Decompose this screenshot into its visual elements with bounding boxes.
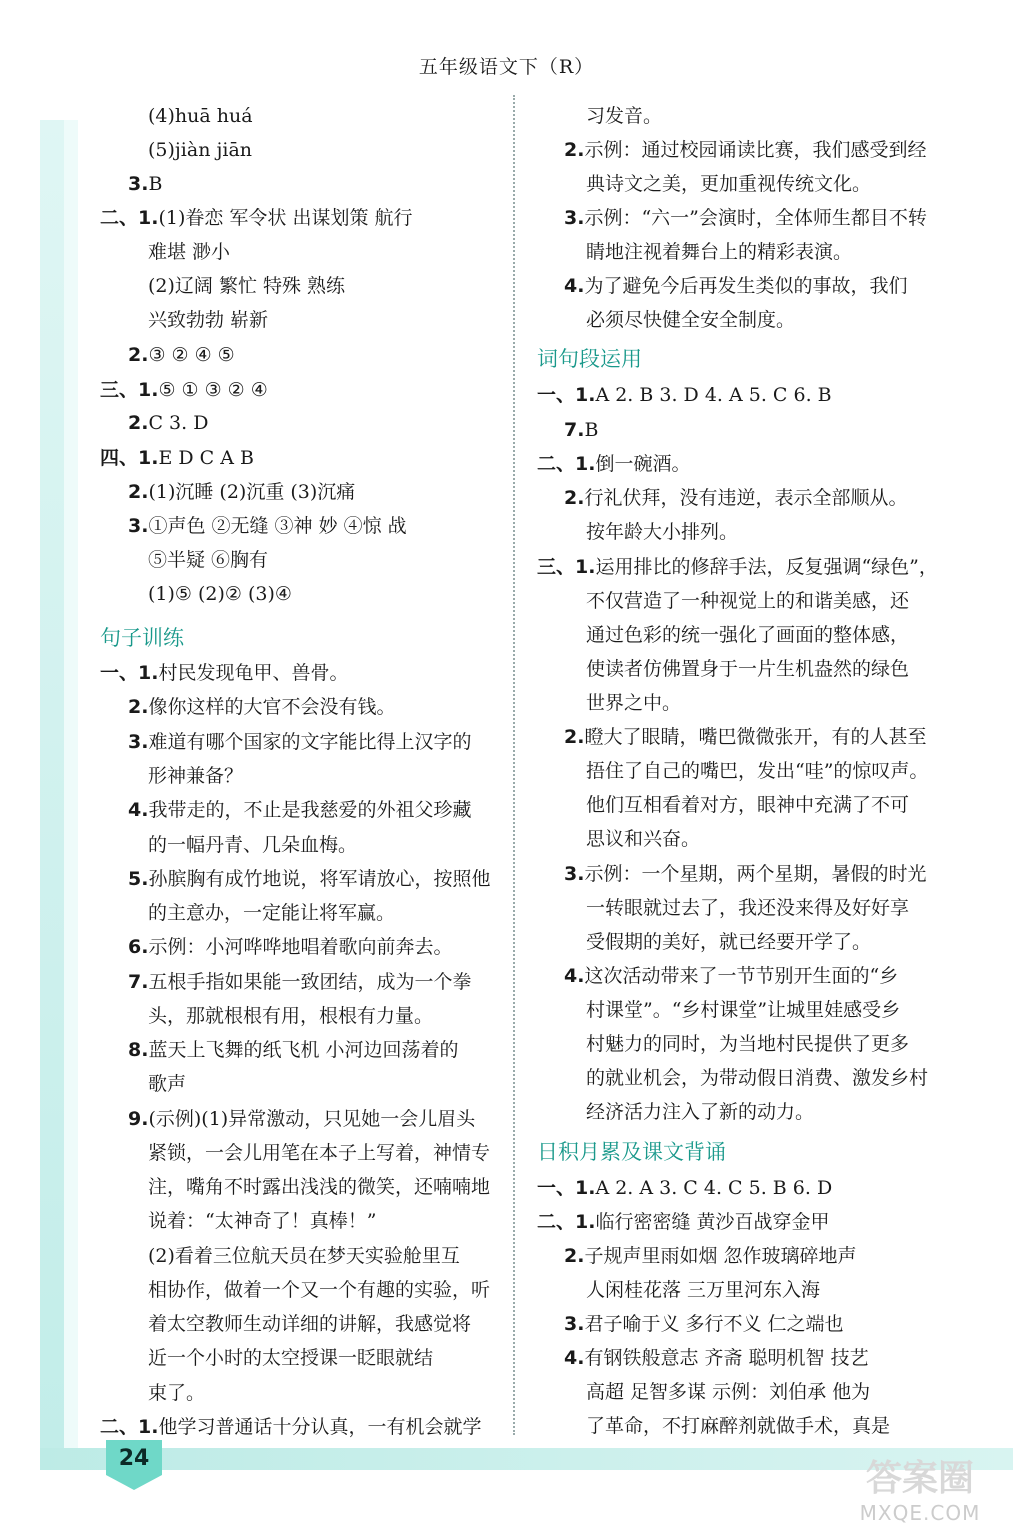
answer-text: 睛地注视着舞台上的精彩表演。 <box>586 241 853 263</box>
right-answer-line <box>564 1345 869 1371</box>
answer-text: 为了避免今后再发生类似的事故，我们 <box>584 275 908 297</box>
right-answer-line <box>564 137 926 163</box>
answer-text: 注，嘴角不时露出浅浅的微笑，还喃喃地 <box>148 1176 491 1198</box>
left-answer-line <box>128 410 208 436</box>
left-answer-line <box>148 1174 490 1200</box>
question-number: 三、1. <box>100 379 159 401</box>
right-answer-line <box>586 929 871 955</box>
right-answer-line <box>537 382 832 408</box>
right-answer-line <box>586 1065 928 1091</box>
left-answer-line <box>128 479 355 505</box>
answer-text: 瞪大了眼睛，嘴巴微微张开，有的人甚至 <box>584 726 927 748</box>
right-answer-line <box>586 656 909 682</box>
answer-text: (1)⑤ (2)② (3)④ <box>148 583 292 605</box>
left-answer-line <box>148 1003 433 1029</box>
right-answer-line <box>537 1209 830 1235</box>
right-answer-line <box>564 1311 844 1337</box>
question-number: 一、1. <box>537 384 596 406</box>
answer-text: 运用排比的修辞手法，反复强调“绿色”， <box>595 556 938 578</box>
right-answer-line <box>586 1277 820 1303</box>
question-number: 3. <box>128 515 149 537</box>
answer-text: 五根手指如果能一致团结，成为一个拳 <box>148 971 472 993</box>
right-answer-line <box>586 239 852 265</box>
right-answer-line <box>586 792 909 818</box>
right-answer-line <box>537 1175 832 1201</box>
question-number: 7. <box>564 419 585 441</box>
right-answer-line <box>586 1413 890 1439</box>
left-answer-line <box>148 273 345 299</box>
question-number: 4. <box>564 1347 585 1369</box>
answer-text: 思议和兴奋。 <box>586 828 701 850</box>
question-number: 三、1. <box>537 556 596 578</box>
answer-text: 着太空教师生动详细的讲解，我感觉将 <box>148 1313 472 1335</box>
right-answer-line <box>564 963 898 989</box>
left-answer-line <box>148 1345 433 1371</box>
question-number: 4. <box>564 275 585 297</box>
left-answer-line <box>148 547 268 573</box>
question-number: 二、1. <box>537 453 596 475</box>
right-answer-line <box>586 997 900 1023</box>
left-answer-line <box>128 342 235 368</box>
right-answer-line <box>564 1243 857 1269</box>
answer-text: 说着：“太神奇了！真棒！” <box>148 1210 377 1232</box>
answer-text: 村魅力的同时，为当地村民提供了更多 <box>586 1033 910 1055</box>
left-answer-line <box>100 660 348 686</box>
answer-text: 村民发现龟甲、兽骨。 <box>158 662 349 684</box>
watermark-logo <box>830 1450 1010 1530</box>
right-answer-line <box>564 417 598 443</box>
answer-text: ③ ② ④ ⑤ <box>148 344 235 366</box>
left-answer-line <box>128 866 490 892</box>
answer-text: B <box>584 419 599 441</box>
answer-text: 临行密密缝 黄沙百战穿金甲 <box>595 1211 830 1233</box>
left-answer-line <box>128 694 395 720</box>
answer-text: 难堪 渺小 <box>148 241 231 263</box>
left-answer-line <box>128 934 452 960</box>
question-number: 8. <box>128 1039 149 1061</box>
question-number: 3. <box>564 207 585 229</box>
left-decor-band-light <box>64 120 78 1450</box>
column-divider <box>513 95 515 1435</box>
question-number: 4. <box>128 799 149 821</box>
answer-text: 捂住了自己的嘴巴，发出“哇”的惊叹声。 <box>586 760 929 782</box>
answer-text: (1)眷恋 军令状 出谋划策 航行 <box>158 207 413 229</box>
left-answer-line <box>128 1106 475 1132</box>
left-answer-line <box>148 1208 376 1234</box>
question-number: 2. <box>128 481 149 503</box>
answer-text: 村课堂”。“乡村课堂”让城里娃感受乡 <box>586 999 901 1021</box>
right-answer-line <box>586 690 681 716</box>
question-number: 四、1. <box>100 447 159 469</box>
answer-text: 行礼伏拜，没有违逆，表示全部顺从。 <box>584 487 908 509</box>
answer-text: 难道有哪个国家的文字能比得上汉字的 <box>148 731 472 753</box>
section-title: 日积月累及课文背诵 <box>537 1140 726 1164</box>
right-answer-line <box>564 485 907 511</box>
question-number: 二、1. <box>100 1416 159 1438</box>
answer-text: A 2. B 3. D 4. A 5. C 6. B <box>595 384 832 406</box>
right-answer-line <box>586 1031 909 1057</box>
answer-text: 受假期的美好，就已经要开学了。 <box>586 931 872 953</box>
left-answer-line <box>128 513 407 539</box>
answer-text: 按年龄大小排列。 <box>586 521 739 543</box>
answer-text: 习发音。 <box>586 105 663 127</box>
right-answer-line <box>537 451 690 477</box>
answer-text: 兴致勃勃 崭新 <box>148 309 269 331</box>
watermark-url: MXQE.COM <box>859 1501 981 1525</box>
left-answer-line <box>148 1071 186 1097</box>
question-number: 2. <box>564 487 585 509</box>
question-number: 2. <box>564 726 585 748</box>
question-number: 7. <box>128 971 149 993</box>
answer-text: 经济活力注入了新的动力。 <box>586 1101 815 1123</box>
answer-text: ①声色 ②无缝 ③神 妙 ④惊 战 <box>148 515 407 537</box>
answer-text: 通过色彩的统一强化了画面的整体感， <box>586 624 910 646</box>
left-answer-line <box>148 103 253 129</box>
answer-text: 示例：通过校园诵读比赛，我们感受到经 <box>584 139 927 161</box>
answer-text: 他们互相看着对方，眼神中充满了不可 <box>586 794 910 816</box>
answer-text: 的就业机会，为带动假日消费、激发乡村 <box>586 1067 929 1089</box>
right-answer-line <box>586 103 662 129</box>
answer-text: 有钢铁般意志 齐斋 聪明机智 技艺 <box>584 1347 869 1369</box>
right-answer-line <box>586 588 909 614</box>
question-number: 4. <box>564 965 585 987</box>
right-answer-line <box>586 895 909 921</box>
left-answer-line <box>148 1140 490 1166</box>
question-number: 3. <box>128 173 149 195</box>
question-number: 2. <box>564 139 585 161</box>
left-answer-line <box>148 763 243 789</box>
answer-text: (示例)(1)异常激动，只见她一会儿眉头 <box>148 1108 476 1130</box>
answer-text: 他学习普通话十分认真，一有机会就学 <box>158 1416 482 1438</box>
right-answer-line <box>537 554 938 580</box>
left-answer-line <box>128 171 162 197</box>
answer-text: 典诗文之美，更加重视传统文化。 <box>586 173 872 195</box>
question-number: 2. <box>128 412 149 434</box>
question-number: 二、1. <box>537 1211 596 1233</box>
answer-text: 近一个小时的太空授课一眨眼就结 <box>148 1347 434 1369</box>
question-number: 2. <box>128 696 149 718</box>
section-title: 词句段运用 <box>537 347 642 371</box>
answer-text: 束了。 <box>148 1382 206 1404</box>
answer-text: 的主意办，一定能让将军赢。 <box>148 902 396 924</box>
right-answer-line <box>564 273 907 299</box>
answer-text: 头，那就根根有用，根根有力量。 <box>148 1005 434 1027</box>
answer-text: 孙膑胸有成竹地说，将军请放心，按照他 <box>148 868 491 890</box>
question-number: 一、1. <box>537 1177 596 1199</box>
answer-text: (1)沉睡 (2)沉重 (3)沉痛 <box>148 481 356 503</box>
watermark-text: 答案圈 <box>865 1458 974 1499</box>
answer-text: (4)huā huá <box>148 105 253 127</box>
left-answer-line <box>100 445 254 471</box>
left-answer-line <box>128 969 471 995</box>
question-number: 二、1. <box>100 207 159 229</box>
question-number: 2. <box>128 344 149 366</box>
left-answer-line <box>148 239 230 265</box>
question-number: 3. <box>564 863 585 885</box>
answer-text: 示例：“六一”会演时，全体师生都目不转 <box>584 207 927 229</box>
question-number: 5. <box>128 868 149 890</box>
section-title: 句子训练 <box>100 626 184 650</box>
question-number: 2. <box>564 1245 585 1267</box>
question-number: 3. <box>564 1313 585 1335</box>
answer-text: 我带走的，不止是我慈爱的外祖父珍藏 <box>148 799 472 821</box>
question-number: 3. <box>128 731 149 753</box>
left-answer-line <box>148 1243 460 1269</box>
answer-text: (2)看着三位航天员在梦天实验舱里互 <box>148 1245 460 1267</box>
left-answer-line <box>148 307 268 333</box>
answer-text: 使读者仿佛置身于一片生机盎然的绿色 <box>586 658 910 680</box>
answer-text: C 3. D <box>148 412 209 434</box>
answer-text: 示例：小河哗哗地唱着歌向前奔去。 <box>148 936 453 958</box>
answer-text: 像你这样的大官不会没有钱。 <box>148 696 396 718</box>
answer-text: E D C A B <box>158 447 254 469</box>
left-answer-line <box>148 900 395 926</box>
left-answer-line <box>148 1380 205 1406</box>
page-number: 24 <box>118 1446 150 1471</box>
answer-text: 倒一碗酒。 <box>595 453 691 475</box>
answer-text: 必须尽快健全安全制度。 <box>586 309 796 331</box>
answer-text: ⑤ ① ③ ② ④ <box>158 379 268 401</box>
answer-text: A 2. A 3. C 4. C 5. B 6. D <box>595 1177 833 1199</box>
answer-text: 的一幅丹青、几朵血梅。 <box>148 834 358 856</box>
answer-text: (5)jiàn jiān <box>148 139 253 161</box>
answer-text: 形神兼备？ <box>148 765 244 787</box>
left-answer-line <box>100 205 413 231</box>
right-answer-line <box>586 758 928 784</box>
right-answer-line <box>586 307 795 333</box>
answer-text: 蓝天上飞舞的纸飞机 小河边回荡着的 <box>148 1039 459 1061</box>
right-answer-line <box>586 1099 814 1125</box>
page-header-title: 五年级语文下（R） <box>418 56 595 78</box>
left-answer-line <box>100 1414 481 1440</box>
answer-text: ⑤半疑 ⑥胸有 <box>148 549 269 571</box>
answer-text: 世界之中。 <box>586 692 682 714</box>
right-answer-line <box>586 826 700 852</box>
answer-text: 高超 足智多谋 示例：刘伯承 他为 <box>586 1381 871 1403</box>
answer-text: 这次活动带来了一节节别开生面的“乡 <box>584 965 899 987</box>
answer-text: (2)辽阔 繁忙 特殊 熟练 <box>148 275 346 297</box>
question-number: 6. <box>128 936 149 958</box>
left-answer-line <box>148 1277 490 1303</box>
answer-text: 一转眼就过去了，我还没来得及好好享 <box>586 897 910 919</box>
question-number: 一、1. <box>100 662 159 684</box>
right-answer-line <box>586 622 909 648</box>
question-number: 9. <box>128 1108 149 1130</box>
right-answer-line <box>564 724 926 750</box>
left-answer-line <box>100 377 268 403</box>
left-answer-line <box>148 1311 471 1337</box>
left-answer-line <box>128 797 471 823</box>
answer-text: 了革命，不打麻醉剂就做手术，真是 <box>586 1415 891 1437</box>
answer-text: 歌声 <box>148 1073 187 1095</box>
left-answer-line <box>148 581 292 607</box>
answer-text: 子规声里雨如烟 忽作玻璃碎地声 <box>584 1245 857 1267</box>
right-answer-line <box>586 1379 870 1405</box>
answer-text: 相协作，做着一个又一个有趣的实验，听 <box>148 1279 491 1301</box>
answer-text: 君子喻于义 多行不义 仁之端也 <box>584 1313 844 1335</box>
left-decor-band <box>40 120 64 1450</box>
left-answer-line <box>148 137 252 163</box>
left-answer-line <box>128 1037 459 1063</box>
answer-text: B <box>148 173 163 195</box>
answer-text: 示例：一个星期，两个星期，暑假的时光 <box>584 863 927 885</box>
right-answer-line <box>586 519 738 545</box>
left-answer-line <box>128 729 471 755</box>
right-answer-line <box>586 171 871 197</box>
right-answer-line <box>564 861 926 887</box>
answer-text: 紧锁，一会儿用笔在本子上写着，神情专 <box>148 1142 491 1164</box>
answer-text: 不仅营造了一种视觉上的和谐美感，还 <box>586 590 910 612</box>
left-answer-line <box>148 832 357 858</box>
right-answer-line <box>564 205 927 231</box>
answer-text: 人闲桂花落 三万里河东入海 <box>586 1279 821 1301</box>
